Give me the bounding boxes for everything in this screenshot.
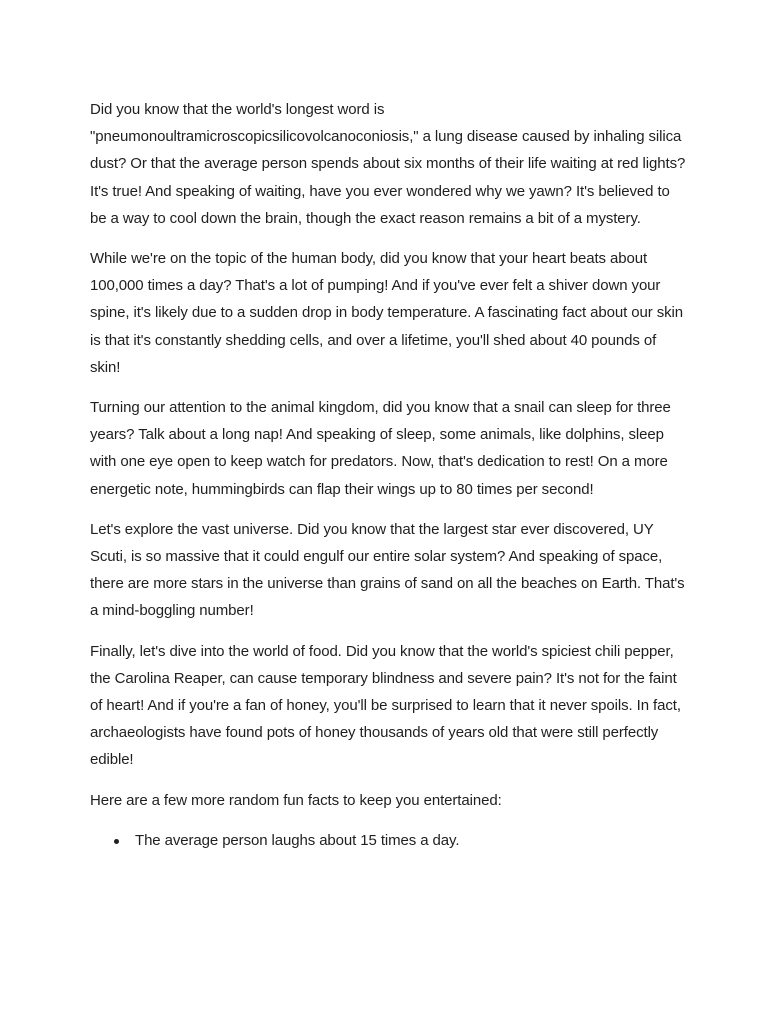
paragraph-human-body: While we're on the topic of the human body, did you know that your heart beats about 100,000 times a day? That's a lot of pumping! And if you've ever felt a shiver down your spine, it's likely due to a sudden drop in body temperature. A fascinating fact about our skin is that it's constantly shedding cells, and over a lifetime, you'll shed about 40 pounds of skin!	[90, 250, 683, 376]
list-item	[90, 827, 688, 854]
paragraph-animal-kingdom: Turning our attention to the animal kingdom, did you know that a snail can sleep for three years? Talk about a long nap! And speaking of sleep, some animals, like dolphins, sleep with one eye open to keep watch for predators. Now, that's dedication to rest! On a more energetic note, hummingbirds can flap their wings up to 80 times per second!	[90, 399, 671, 498]
paragraph-food: Finally, let's dive into the world of food. Did you know that the world's spiciest chili pepper, the Carolina Reaper, can cause temporary blindness and severe pain? It's not for the faint of heart! And if you're a fan of honey, you'll be surprised to learn that it never spoils. In fact, archaeologists have found pots of honey thousands of years old that were still perfectly edible!	[90, 642, 681, 769]
document-body	[90, 96, 688, 854]
list-item-text: The average person laughs about 15 times a day.	[135, 831, 460, 849]
paragraph-longest-word: Did you know that the world's longest word is "pneumonoultramicroscopicsilicovolcanoconiosis," a lung disease caused by inhaling silica dust? Or that the average person spends about six months of their life waiting at red lights? It's true! And speaking of waiting, have you ever wondered why we yawn? It's believed to be a way to cool down the brain, though the exact reason remains a bit of a mystery.	[90, 101, 686, 227]
bullet-icon	[114, 839, 119, 844]
paragraph-more-facts-intro: Here are a few more random fun facts to keep you entertained:	[90, 791, 502, 809]
paragraph-universe: Let's explore the vast universe. Did you know that the largest star ever discovered, UY Scuti, is so massive that it could engulf our entire solar system? And speaking of space, there are more stars in the universe than grains of sand on all the beaches on Earth. That's a mind-boggling number!	[90, 520, 685, 620]
bullet-list	[90, 827, 688, 854]
